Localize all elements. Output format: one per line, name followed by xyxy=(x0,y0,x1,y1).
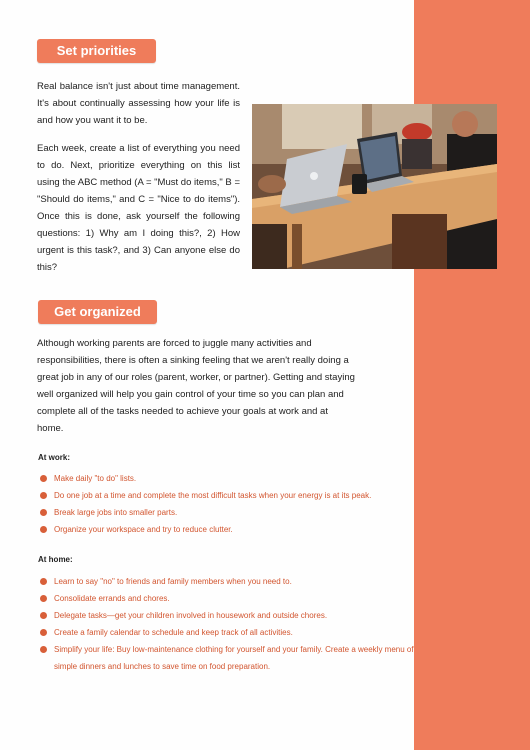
list-item-text: Break large jobs into smaller parts. xyxy=(54,508,178,517)
list-item-text: Simplify your life: Buy low-maintenance clothing for yourself and your family. Create a weekly menu of simple dinners and lunches to save time on food preparation. xyxy=(54,645,414,671)
laptop-cafe-photo xyxy=(252,104,497,269)
list-at-work xyxy=(38,470,424,538)
subheading-at-work: At work: xyxy=(38,453,70,462)
list-item xyxy=(38,504,424,521)
bullet-icon xyxy=(40,509,47,516)
list-item xyxy=(38,573,424,590)
list-item-text: Create a family calendar to schedule and keep track of all activities. xyxy=(54,628,293,637)
bullet-icon xyxy=(40,595,47,602)
paragraph-abc-method: Each week, create a list of everything you need to do. Next, prioritize everything on this list using the ABC method (A = "Must do items," B = "Should do items," and C = "Nice to do items"). Once this is done, ask yourself the following questions: 1) Why am I doing this?, 2) How urgent is this task?, and 3) Can anyone else do this? xyxy=(37,143,240,273)
list-item xyxy=(38,607,424,624)
bullet-icon xyxy=(40,492,47,499)
list-item-text: Organize your workspace and try to reduce clutter. xyxy=(54,525,233,534)
list-item-text: Learn to say "no" to friends and family members when you need to. xyxy=(54,577,292,586)
paragraph-organized: Although working parents are forced to juggle many activities and responsibilities, there is often a sinking feeling that we aren't really doing a great job in any of our roles (parent, worker, or partner). Getting and staying well organized will help you gain control of your time so you can plan and complete all of the tasks needed to achieve your goals at work and at home. xyxy=(37,338,355,434)
bullet-icon xyxy=(40,526,47,533)
bullet-icon xyxy=(40,629,47,636)
paragraph-balance: Real balance isn't just about time management. It's about continually assessing how your life is and how you want it to be. xyxy=(37,81,240,126)
list-item xyxy=(38,624,424,641)
list-item xyxy=(38,641,424,675)
bullet-icon xyxy=(40,612,47,619)
list-item xyxy=(38,590,424,607)
list-item xyxy=(38,470,424,487)
list-item xyxy=(38,521,424,538)
list-at-home xyxy=(38,573,424,675)
bullet-icon xyxy=(40,578,47,585)
list-item-text: Make daily "to do" lists. xyxy=(54,474,137,483)
heading-set-priorities: Set priorities xyxy=(37,39,156,63)
subheading-at-home: At home: xyxy=(38,555,73,564)
heading-get-organized: Get organized xyxy=(38,300,157,324)
list-item xyxy=(38,487,424,504)
bullet-icon xyxy=(40,475,47,482)
list-item-text: Delegate tasks—get your children involved in housework and outside chores. xyxy=(54,611,328,620)
list-item-text: Do one job at a time and complete the most difficult tasks when your energy is at its peak. xyxy=(54,491,372,500)
bullet-icon xyxy=(40,646,47,653)
list-item-text: Consolidate errands and chores. xyxy=(54,594,170,603)
